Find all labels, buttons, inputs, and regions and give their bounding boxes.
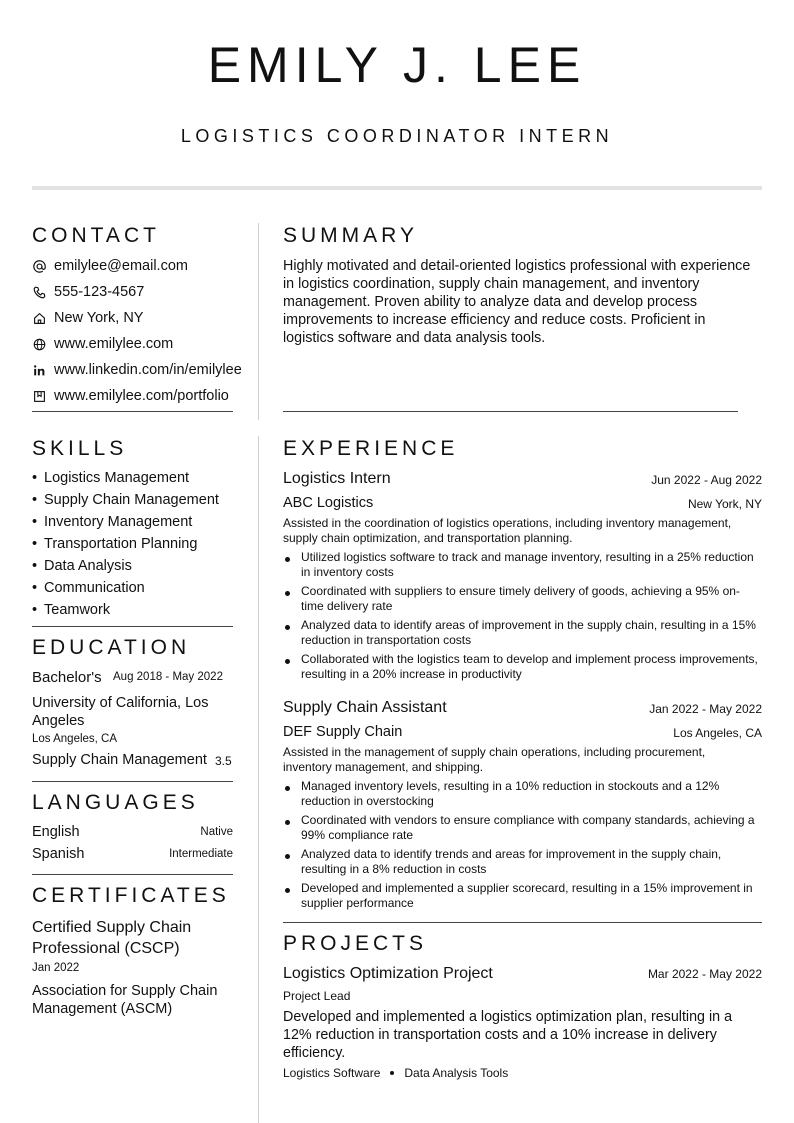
education-divider — [32, 781, 233, 782]
contact-website[interactable] — [32, 334, 173, 354]
job-title: Logistics Intern — [283, 470, 391, 487]
skill-item: • Inventory Management — [32, 514, 193, 530]
summary-text: Highly motivated and detail-oriented logistics professional with experience in logistics coordination, supply chain management, and inventory management. Proven ability to analyze data and develop process improvements to increase efficiency and reduce costs. Proficient in logistics software and data analysis tools. — [283, 258, 751, 346]
certificate-org: Association for Supply Chain Management (ASCM) — [32, 983, 218, 1017]
job-bullet: Analyzed data to identify trends and areas for improvement in the supply chain, resulting in a 8% reduction in costs — [283, 847, 758, 877]
skills-divider — [32, 626, 233, 627]
education-dates: Aug 2018 - May 2022 — [113, 671, 223, 683]
job-title: Supply Chain Assistant — [283, 699, 447, 716]
contact-portfolio[interactable] — [32, 386, 229, 406]
column-divider-top — [258, 223, 259, 420]
column-divider-bottom — [258, 436, 259, 1123]
job-description: Assisted in the management of supply chain operations, including procurement, inventory management, and shipping. — [283, 745, 706, 774]
job-description: Assisted in the coordination of logistics operations, including inventory management, supply chain optimization, and transportation planning. — [283, 516, 732, 545]
job-bullet: Coordinated with suppliers to ensure timely delivery of goods, achieving a 95% on-time delivery rate — [283, 584, 758, 614]
contact-email-text: emilylee@email.com — [54, 258, 188, 274]
job-bullet: Utilized logistics software to track and manage inventory, resulting in a 25% reduction in inventory costs — [283, 550, 758, 580]
contact-website-text: www.emilylee.com — [54, 336, 174, 352]
at-icon — [32, 259, 46, 273]
language-name: English — [32, 824, 80, 840]
contact-divider — [32, 411, 233, 412]
education-gpa: 3.5 — [215, 754, 232, 768]
experience-divider — [283, 922, 762, 923]
education-location: Los Angeles, CA — [32, 733, 118, 745]
skills-heading: SKILLS — [32, 437, 128, 460]
phone-icon — [32, 285, 46, 299]
linkedin-icon — [32, 363, 46, 377]
projects-heading: PROJECTS — [283, 932, 428, 955]
job-dates: Jan 2022 - May 2022 — [649, 702, 762, 716]
project-description: Developed and implemented a logistics optimization plan, resulting in a 12% reduction in transportation costs and a 10% increase in delivery efficiency. — [283, 1009, 733, 1061]
contact-phone[interactable] — [32, 282, 144, 302]
education-heading: EDUCATION — [32, 636, 191, 659]
job-location: New York, NY — [687, 497, 762, 511]
job-bullet: Analyzed data to identify areas of improvement in the supply chain, resulting in a 15% reduction in transportation costs — [283, 618, 758, 648]
job-bullet-list — [283, 779, 758, 915]
summary-divider — [283, 411, 738, 412]
contact-heading: CONTACT — [32, 224, 160, 247]
project-tag: Data Analysis Tools — [404, 1066, 509, 1080]
languages-divider — [32, 874, 233, 875]
globe-icon — [32, 337, 46, 351]
education-major: Supply Chain Management — [32, 752, 207, 768]
language-name: Spanish — [32, 846, 85, 862]
job-company: DEF Supply Chain — [283, 724, 403, 740]
summary-heading: SUMMARY — [283, 224, 418, 247]
languages-heading: LANGUAGES — [32, 791, 199, 814]
portfolio-icon — [32, 389, 46, 403]
contact-location — [32, 308, 143, 328]
job-bullet: Coordinated with vendors to ensure compliance with company standards, achieving a 99% compliance rate — [283, 813, 758, 843]
tag-separator — [390, 1071, 394, 1075]
home-icon — [32, 311, 46, 325]
header-divider — [32, 186, 762, 190]
experience-heading: EXPERIENCE — [283, 437, 459, 460]
skill-item: • Logistics Management — [32, 470, 190, 486]
project-tags — [283, 1066, 508, 1080]
contact-phone-text: 555-123-4567 — [54, 284, 145, 300]
job-dates: Jun 2022 - Aug 2022 — [651, 473, 762, 487]
certificate-date: Jan 2022 — [32, 962, 80, 974]
skill-item: • Teamwork — [32, 602, 111, 618]
contact-portfolio-text: www.emilylee.com/portfolio — [54, 388, 229, 404]
job-bullet: Managed inventory levels, resulting in a 10% reduction in stockouts and a 12% reduction in overstocking — [283, 779, 758, 809]
skill-item: • Data Analysis — [32, 558, 132, 574]
language-level: Intermediate — [169, 848, 233, 860]
skill-item: • Transportation Planning — [32, 536, 198, 552]
certificate-name: Certified Supply Chain Professional (CSCP) — [32, 919, 192, 957]
job-bullet: Collaborated with the logistics team to develop and implement process improvements, resulting in a 20% increase in productivity — [283, 652, 758, 682]
project-title: Logistics Optimization Project — [283, 965, 493, 982]
contact-linkedin[interactable] — [32, 360, 242, 380]
job-bullet-list — [283, 550, 758, 686]
skill-item: • Supply Chain Management — [32, 492, 219, 508]
skill-item: • Communication — [32, 580, 145, 596]
contact-email[interactable] — [32, 256, 188, 276]
job-location: Los Angeles, CA — [673, 726, 762, 740]
education-degree: Bachelor's — [32, 669, 102, 686]
resume-name: EMILY J. LEE — [207, 37, 587, 93]
project-dates: Mar 2022 - May 2022 — [647, 967, 762, 981]
contact-linkedin-text: www.linkedin.com/in/emilylee — [54, 362, 242, 378]
job-bullet: Developed and implemented a supplier scorecard, resulting in a 15% improvement in supplier performance — [283, 881, 758, 911]
certificates-heading: CERTIFICATES — [32, 884, 230, 907]
contact-location-text: New York, NY — [54, 310, 144, 326]
project-role: Project Lead — [283, 989, 351, 1003]
education-school: University of California, Los Angeles — [32, 695, 209, 729]
project-tag: Logistics Software — [283, 1066, 381, 1080]
resume-title: LOGISTICS COORDINATOR INTERN — [180, 126, 614, 146]
language-level: Native — [200, 826, 233, 838]
job-company: ABC Logistics — [283, 495, 374, 511]
